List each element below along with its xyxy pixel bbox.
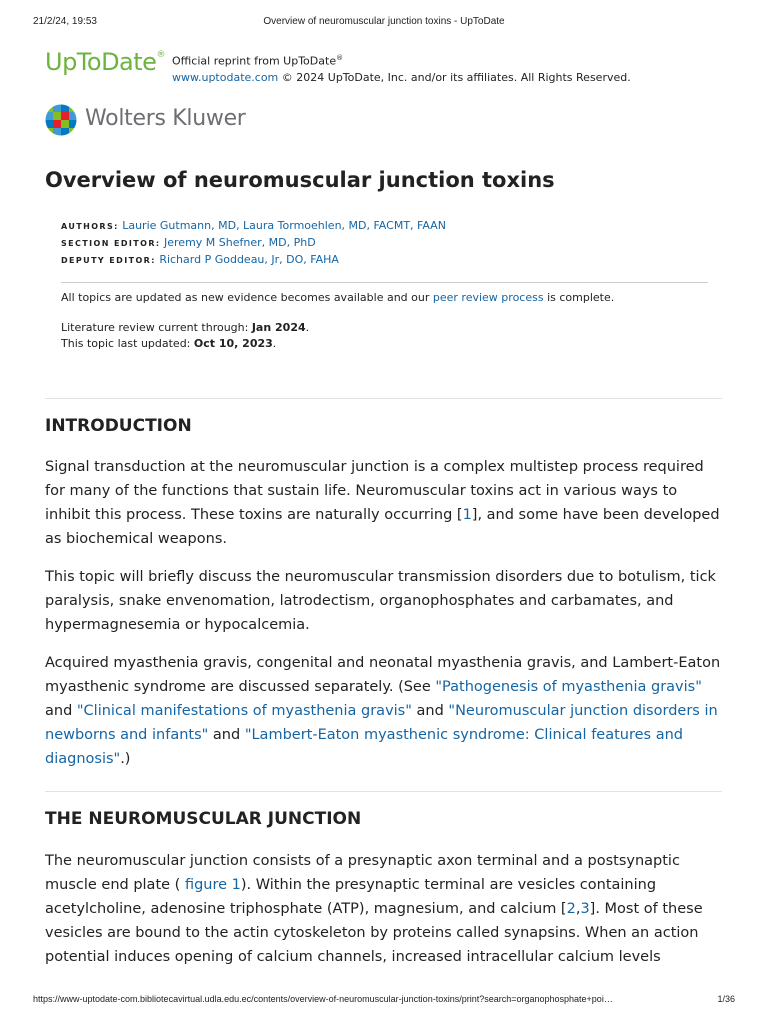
ref-separator: ,	[575, 901, 581, 917]
link-clinical-manifestations-mg[interactable]: "Clinical manifestations of myasthenia gravis"	[76, 703, 412, 719]
deputy-editor-label: DEPUTY EDITOR:	[61, 256, 156, 265]
wolters-kluwer-name: Wolters Kluwer	[85, 106, 246, 131]
brand-bar	[45, 48, 725, 84]
section-heading-introduction: INTRODUCTION	[45, 416, 192, 436]
section-editor-link[interactable]: Jeremy M Shefner, MD, PhD	[164, 236, 316, 249]
last-updated-line: This topic last updated: Oct 10, 2023.	[61, 337, 277, 350]
section-editor-label: SECTION EDITOR:	[61, 239, 161, 248]
section-divider	[45, 398, 722, 399]
conj-and: and	[208, 727, 245, 743]
intro-p3-text: Acquired myasthenia gravis, congenital and neonatal myasthenia gravis, and Lambert-Eaton myasthenic syndrome are discussed separately. (See	[45, 655, 721, 695]
uptodate-logo-reg: ®	[156, 50, 165, 60]
lit-review-line: Literature review current through: Jan 2024.	[61, 321, 310, 334]
print-datetime: 21/2/24, 19:53	[33, 16, 97, 27]
nmj-p1-text: The neuromuscular junction consists of a presynaptic axon terminal and a postsynaptic muscle end plate (	[45, 853, 680, 893]
intro-p1-end: ], and some have been developed as biochemical weapons.	[45, 507, 720, 547]
uptodate-logo-text: UpToDate	[45, 48, 157, 76]
credit-authors	[61, 218, 446, 235]
reprint-line: Official reprint from UpToDate	[172, 54, 337, 68]
print-url: https://www-uptodate-com.bibliotecavirtual.udla.edu.ec/contents/overview-of-neuromuscular-junction-toxins/print?search=organophosphate+poi…	[33, 994, 613, 1004]
nmj-paragraph-1	[45, 849, 725, 969]
authors-label: AUTHORS:	[61, 222, 119, 231]
intro-paragraph-3	[45, 651, 725, 771]
uptodate-site-link[interactable]: www.uptodate.com	[172, 70, 279, 84]
page-title: Overview of neuromuscular junction toxins	[45, 168, 555, 192]
peer-review-link[interactable]: peer review process	[432, 291, 544, 304]
lit-review-value: Jan 2024	[251, 321, 306, 334]
reprint-notice	[172, 50, 631, 86]
uptodate-logo[interactable]	[45, 48, 165, 76]
last-updated-value: Oct 10, 2023	[193, 337, 273, 350]
nmj-p1-end: ]. Most of these vesicles are bound to the actin cytoskeleton by proteins called synapsins. When an action potential induces opening of calcium channels, increased intracellular calcium levels	[45, 901, 703, 965]
print-header	[33, 16, 735, 30]
wolters-kluwer-logo	[45, 104, 265, 136]
lit-review-label: Literature review current through:	[61, 321, 252, 334]
introduction-body	[45, 455, 725, 785]
link-pathogenesis-mg[interactable]: "Pathogenesis of myasthenia gravis"	[435, 679, 702, 695]
wolters-kluwer-globe-icon	[45, 104, 77, 136]
credit-section-editor	[61, 235, 446, 252]
figure-1-link[interactable]: figure 1	[184, 877, 241, 893]
intro-paragraph-2: This topic will briefly discuss the neuromuscular transmission disorders due to botulism, tick paralysis, snake envenomation, latrodectism, organophosphates and carbamates, and hypermagnesemia or hypocalcemia.	[45, 569, 716, 633]
authors-link[interactable]: Laurie Gutmann, MD, Laura Tormoehlen, MD, FACMT, FAAN	[122, 219, 446, 232]
conj-and: and	[45, 703, 77, 719]
nmj-body	[45, 849, 725, 983]
link-lambert-eaton[interactable]: "Lambert-Eaton myasthenic syndrome: Clinical features and diagnosis"	[45, 727, 683, 767]
page-number: 1/36	[717, 994, 735, 1004]
deputy-editor-link[interactable]: Richard P Goddeau, Jr, DO, FAHA	[159, 253, 339, 266]
reference-link-3[interactable]: 3	[580, 901, 590, 917]
reprint-reg: ®	[336, 54, 344, 62]
update-note-end: is complete.	[543, 291, 615, 304]
update-note	[61, 290, 721, 306]
section-heading-neuromuscular-junction: THE NEUROMUSCULAR JUNCTION	[45, 809, 362, 829]
credit-deputy-editor	[61, 252, 446, 269]
copyright-text: © 2024 UpToDate, Inc. and/or its affiliates. All Rights Reserved.	[278, 70, 631, 84]
article-credits	[61, 218, 446, 269]
intro-paragraph-1	[45, 455, 725, 551]
topic-meta	[61, 290, 721, 352]
update-note-text: All topics are updated as new evidence becomes available and our	[61, 291, 433, 304]
last-updated-label: This topic last updated:	[61, 337, 194, 350]
conj-and: and	[411, 703, 449, 719]
reference-link-1[interactable]: 1	[462, 507, 472, 523]
intro-p3-end: .)	[120, 751, 131, 767]
intro-p1-text: Signal transduction at the neuromuscular junction is a complex multistep process required for many of the functions that sustain life. Neuromuscular toxins act in various ways to inhibit this process. These toxins are naturally occurring [	[45, 459, 704, 523]
nmj-p1-mid: ). Within the presynaptic terminal are vesicles containing acetylcholine, adenosine triphosphate (ATP), magnesium, and calcium [	[45, 877, 657, 917]
print-footer	[33, 994, 735, 1008]
print-doc-title: Overview of neuromuscular junction toxins - UpToDate	[263, 16, 505, 27]
reference-link-2[interactable]: 2	[566, 901, 576, 917]
link-nmj-newborns[interactable]: "Neuromuscular junction disorders in newborns and infants"	[45, 703, 718, 743]
meta-divider	[61, 282, 708, 283]
section-divider	[45, 791, 722, 792]
